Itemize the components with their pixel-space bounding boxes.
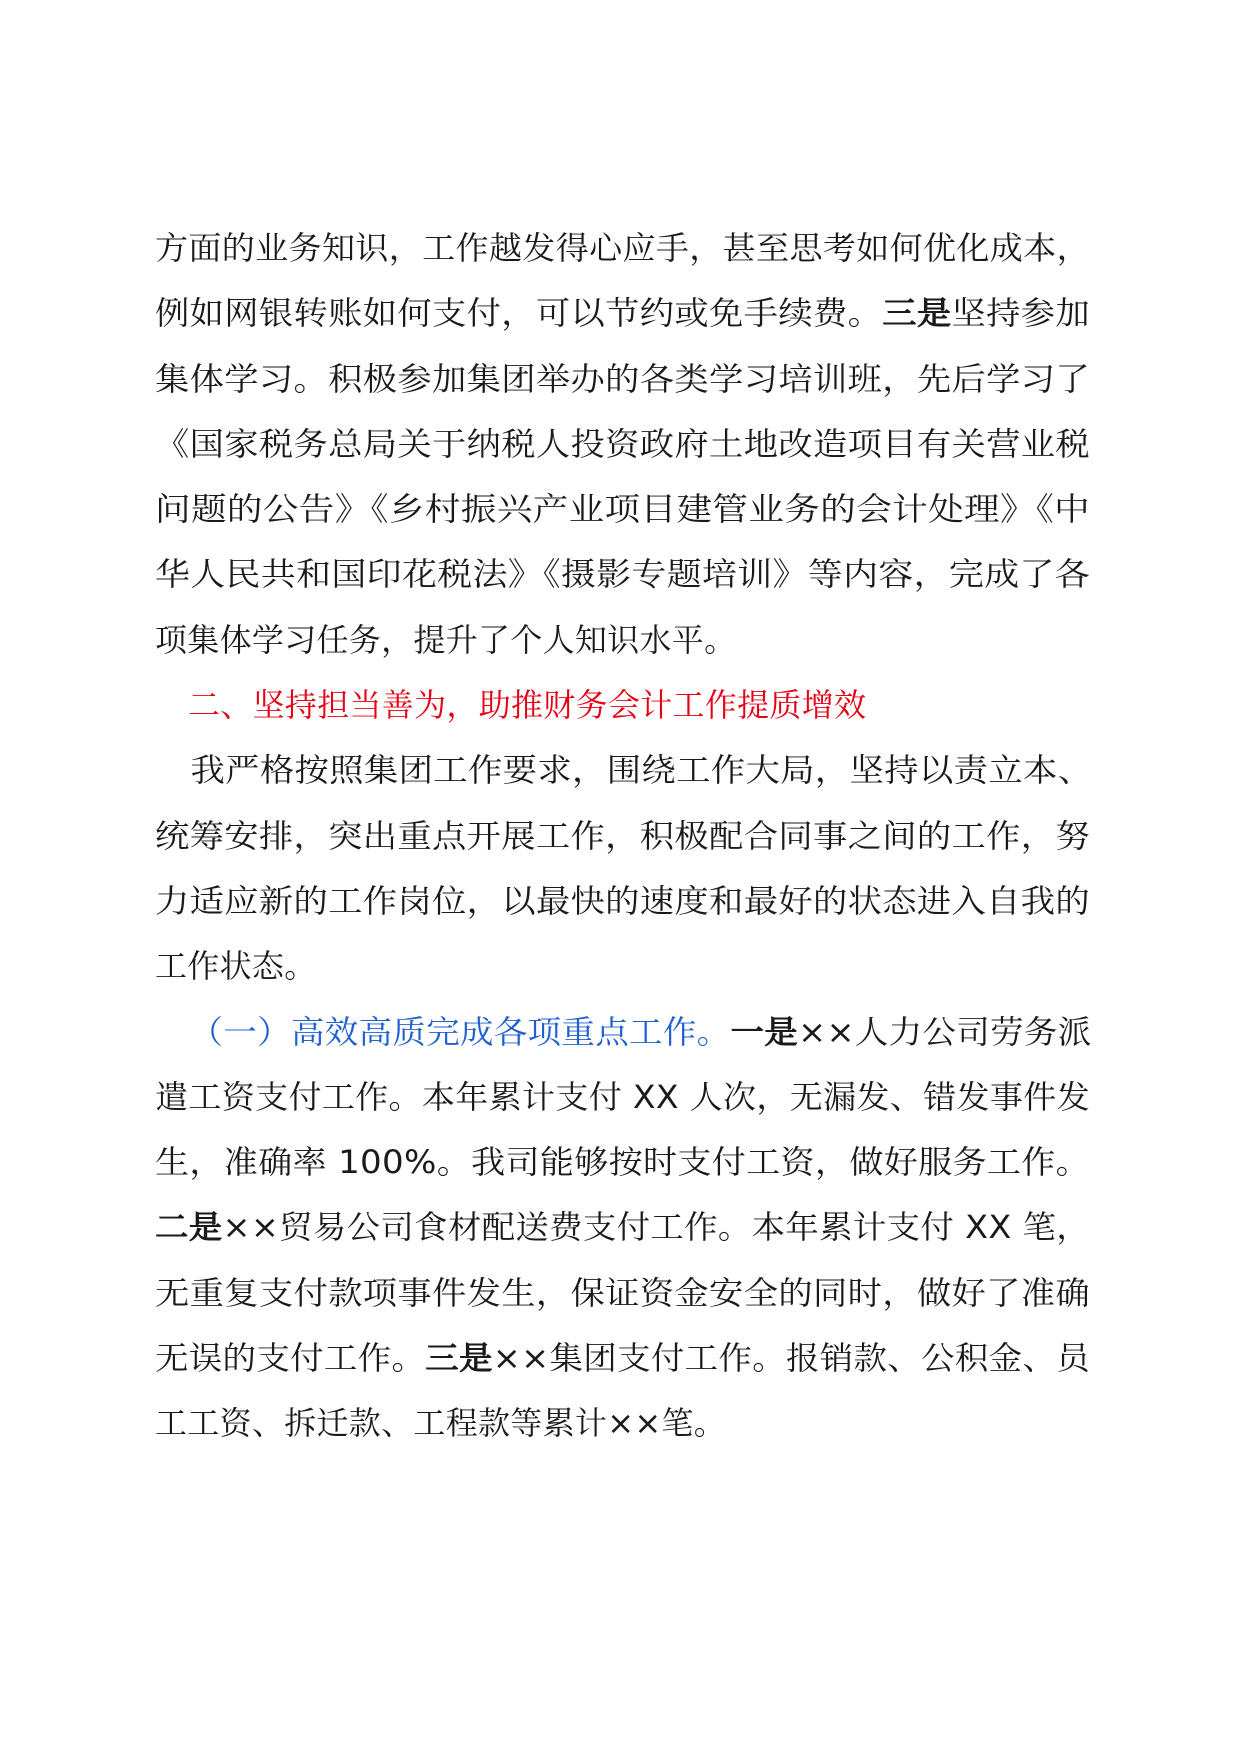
paragraph-line [155,1065,1126,1130]
paragraph-line [155,869,1163,934]
line-text: 方面的业务知识，工作越发得心应手，甚至思考如何优化成本， [155,229,1090,267]
line-text: 项集体学习任务，提升了个人知识水平。 [155,620,737,659]
line-text: 统筹安排，突出重点开展工作，积极配合同事之间的工作，努 [155,816,1090,855]
line-text: 工工资、拆迁款、工程款等累计××笔。 [155,1404,727,1443]
line-text: 华人民共和国印花税法》《摄影专题培训》等内容，完成了各 [155,555,1091,594]
line-text: 生，准确率 100%。我司能够按时支付工资，做好服务工作。 [155,1143,1091,1182]
line-text: 例如网银转账如何支付，可以节约或免手续费。 [155,294,883,333]
line-text: ××贸易公司食材配送费支付工作。本年累计支付 XX 笔， [222,1208,1091,1247]
line-text: 力适应新的工作岗位，以最快的速度和最好的状态进入自我的 [155,881,1090,920]
bold-marker: 三是 [425,1339,493,1378]
paragraph-line [155,934,1095,999]
paragraph-line [155,1195,1137,1260]
bold-marker: 一是 [730,1012,799,1051]
line-text: 坚持参加 [951,294,1091,333]
section-heading [155,673,1095,738]
paragraph-line [155,1130,1156,1195]
paragraph-line [155,738,1165,803]
bold-marker: 三是 [882,294,952,333]
paragraph-line [155,1391,1095,1456]
line-text: 《国家税务总局关于纳税人投资政府土地改造项目有关营业税 [155,424,1090,463]
line-text: ××集团支付工作。报销款、公积金、员 [492,1339,1090,1378]
bold-marker: 二是 [155,1208,223,1247]
subsection-heading: （一）高效高质完成各项重点工作。 [189,1012,731,1051]
paragraph-line [155,608,1095,673]
line-text: 工作状态。 [155,947,317,986]
line-text: ××人力公司劳务派 [798,1012,1092,1051]
line-text: 遣工资支付工作。本年累计支付 XX 人次，无漏发、错发事件发 [155,1077,1090,1116]
paragraph-line [155,1261,1163,1326]
paragraph-line [155,542,1182,607]
paragraph-line [155,804,1163,869]
paragraph-line [155,477,1201,542]
paragraph-line [155,281,1163,346]
paragraph-line [155,216,1127,281]
paragraph-line [155,412,1163,477]
document-body [155,216,1095,1457]
heading-text: 二、坚持担当善为，助推财务会计工作提质增效 [188,686,867,725]
line-text: 无误的支付工作。 [155,1339,426,1378]
paragraph-line [155,1326,1138,1391]
paragraph-line [155,347,1163,412]
line-text: 我严格按照集团工作要求，围绕工作大局，坚持以责立本、 [190,751,1093,790]
line-text: 问题的公告》《乡村振兴产业项目建管业务的会计处理》《中 [155,490,1091,529]
line-text: 集体学习。积极参加集团举办的各类学习培训班，先后学习了 [155,359,1090,398]
line-text: 无重复支付款项事件发生，保证资金安全的同时，做好了准确 [155,1273,1090,1312]
paragraph-line [155,1000,1139,1065]
